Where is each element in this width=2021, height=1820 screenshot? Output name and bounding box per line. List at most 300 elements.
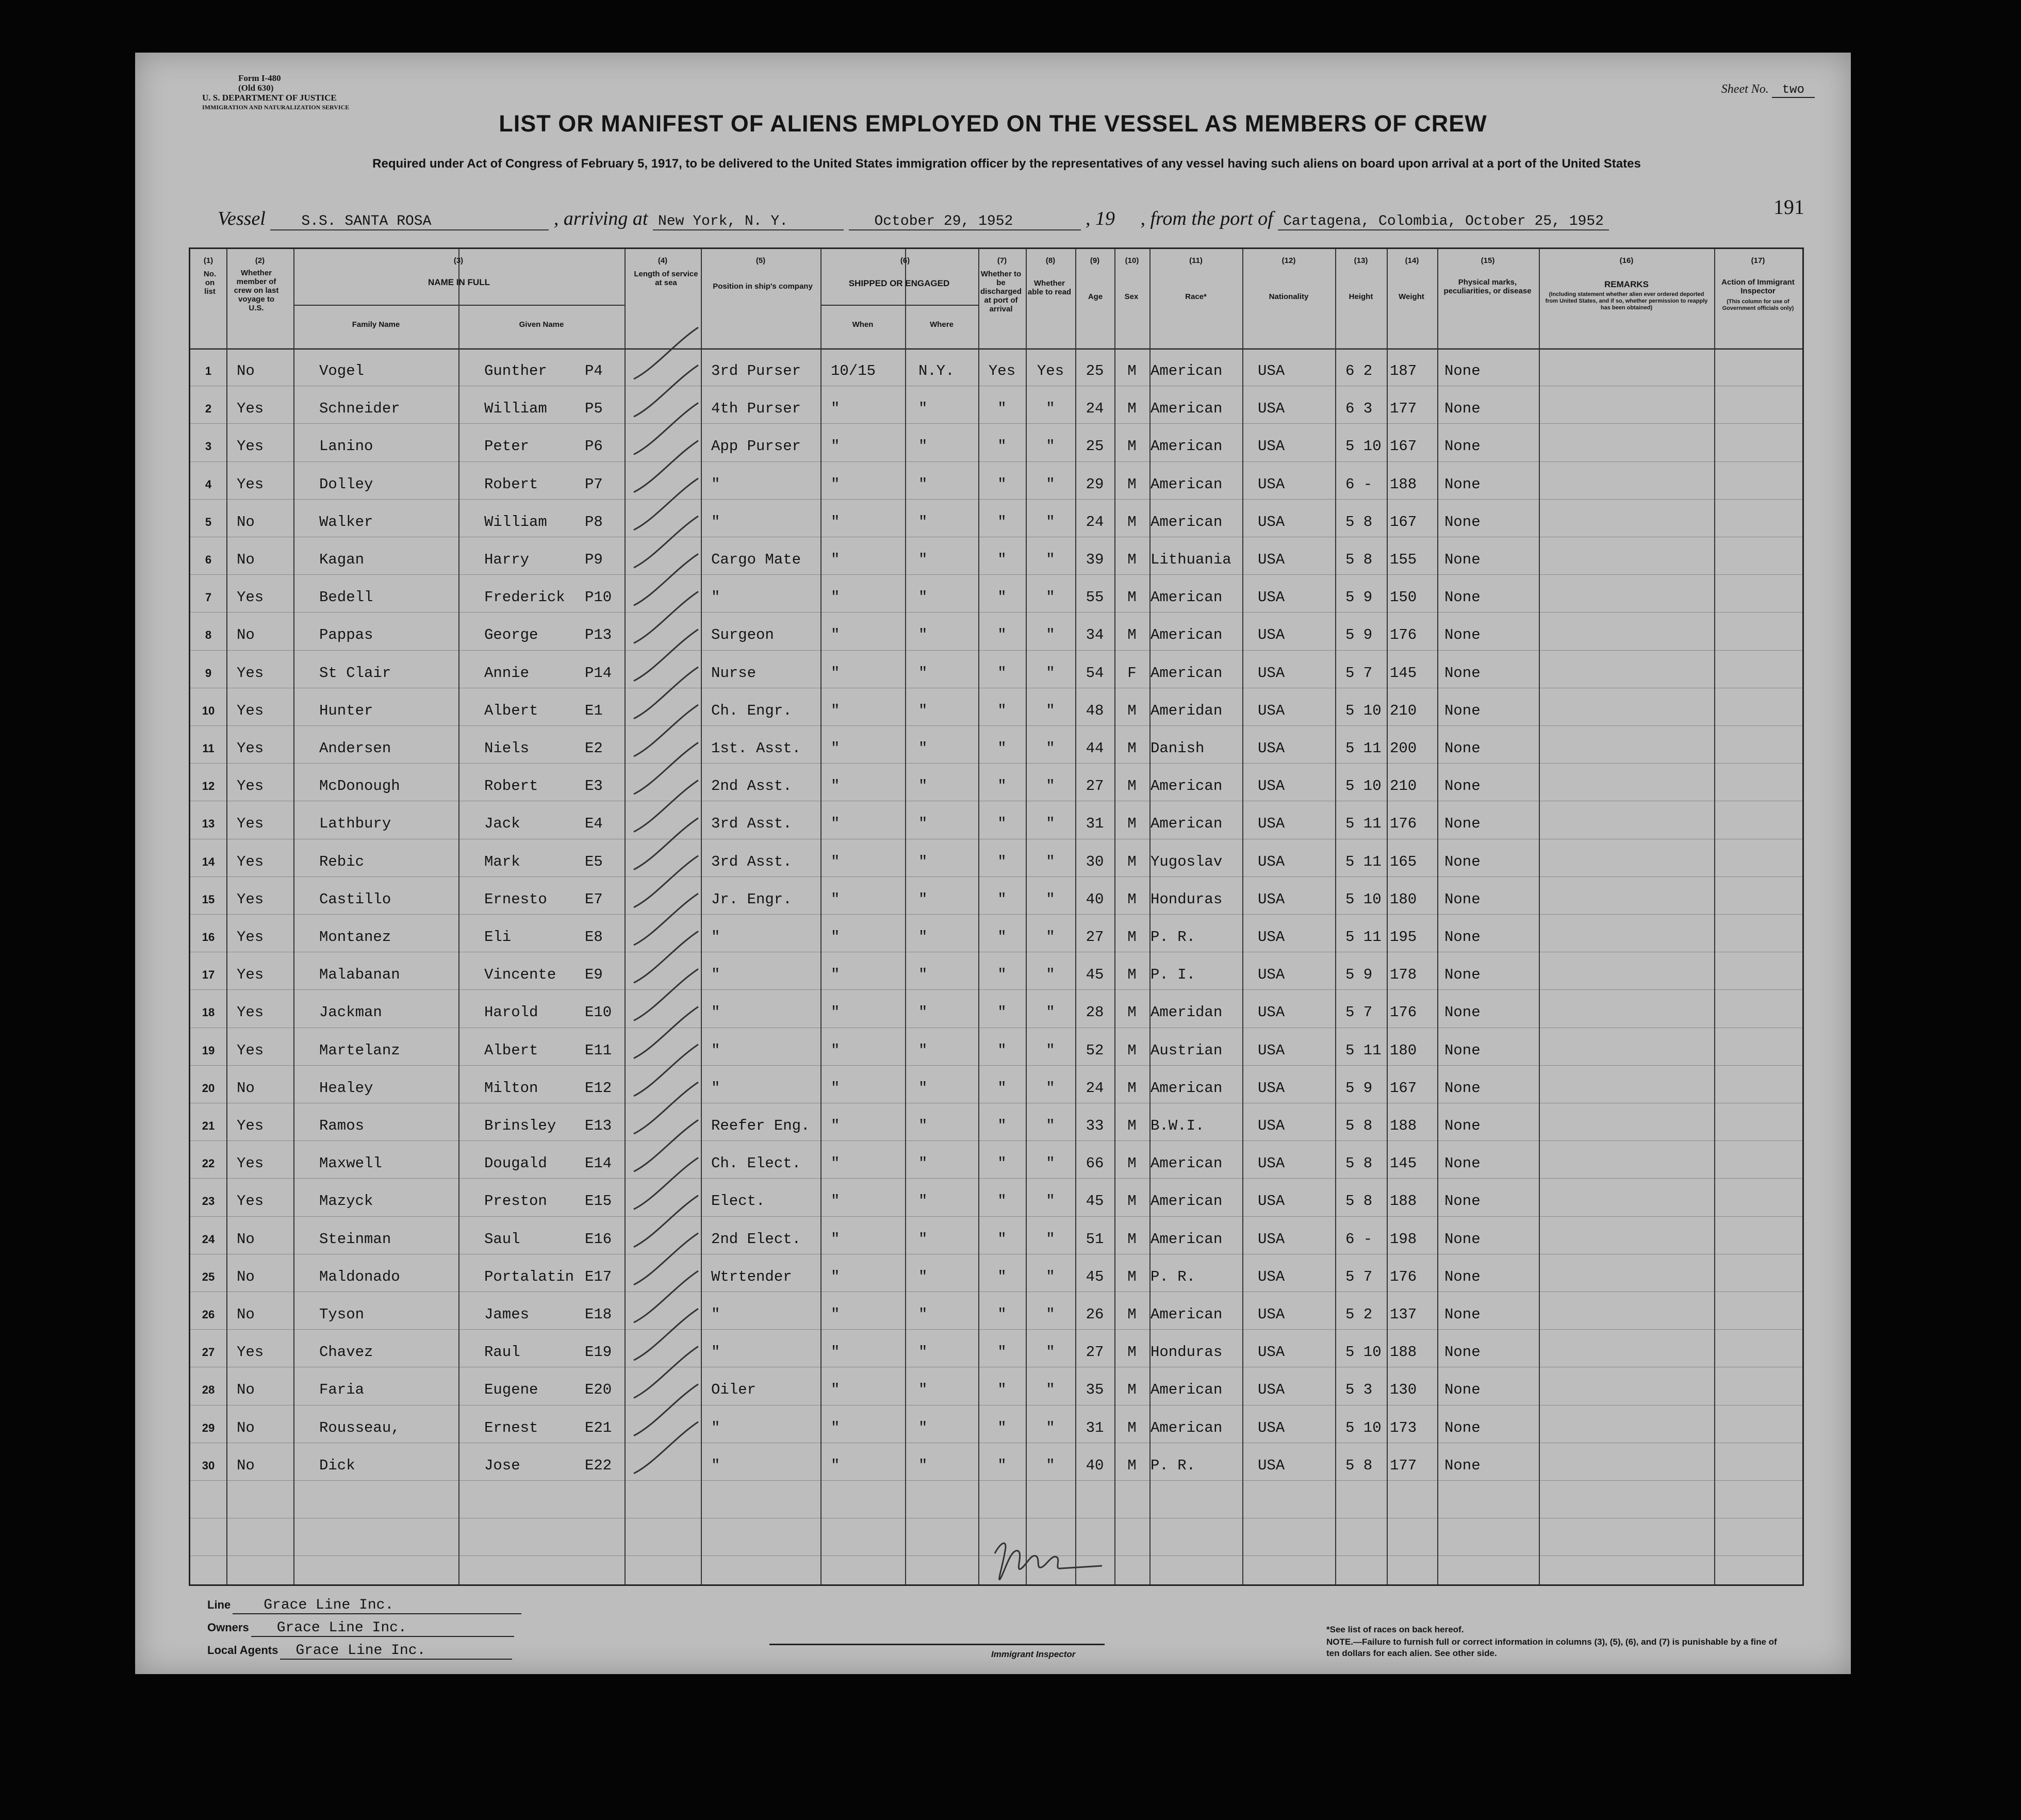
crew-code: E8 [585, 929, 603, 946]
header-race: Race* [1185, 292, 1207, 301]
family-name: Martelanz [319, 1041, 400, 1059]
physical-value: None [1444, 1041, 1481, 1059]
column-number: (10) [1125, 256, 1139, 265]
weight-value: 198 [1390, 1230, 1417, 1248]
read-value: " [1046, 1268, 1055, 1285]
shipped-when: " [831, 1306, 840, 1323]
position-value: 2nd Elect. [711, 1230, 801, 1248]
position-value: 3rd Asst. [711, 815, 792, 833]
race-value: American [1151, 475, 1223, 493]
height-value: 5 8 [1345, 513, 1373, 531]
footer-line [207, 1597, 521, 1614]
sex-value: M [1127, 815, 1137, 833]
physical-value: None [1444, 1457, 1481, 1474]
shipped-where: " [918, 400, 928, 418]
shipped-when: " [831, 1117, 840, 1134]
header-physical: Physical marks, peculiarities, or disease [1443, 278, 1532, 295]
weight-value: 173 [1390, 1419, 1417, 1436]
sex-value: M [1127, 1117, 1137, 1134]
row-number: 20 [202, 1081, 215, 1095]
read-value: " [1046, 815, 1055, 833]
read-value: " [1046, 438, 1055, 455]
given-name: Annie [484, 664, 530, 682]
line-value: Grace Line Inc. [233, 1597, 521, 1614]
height-value: 6 - [1345, 1230, 1373, 1248]
physical-value: None [1444, 1155, 1481, 1172]
family-name: Maldonado [319, 1268, 400, 1285]
given-name: Niels [484, 740, 530, 757]
crew-code: E14 [585, 1155, 612, 1172]
shipped-when: " [831, 853, 840, 870]
nationality-value: USA [1258, 400, 1285, 418]
shipped-where: " [918, 929, 928, 946]
height-value: 5 10 [1345, 890, 1382, 908]
nationality-value: USA [1258, 890, 1285, 908]
member-value: No [237, 1419, 255, 1436]
row-number: 3 [205, 440, 212, 453]
weight-value: 187 [1390, 362, 1417, 379]
shipped-when: " [831, 1079, 840, 1097]
member-value: Yes [237, 1155, 264, 1172]
shipped-when: " [831, 1381, 840, 1399]
discharged-value: " [997, 929, 1007, 946]
row-number: 7 [205, 591, 212, 604]
age-value: 27 [1086, 1344, 1104, 1361]
shipped-where: " [918, 740, 928, 757]
nationality-value: USA [1258, 702, 1285, 719]
vessel-label: Vessel [218, 208, 266, 229]
nationality-value: USA [1258, 438, 1285, 455]
row-number: 2 [205, 402, 212, 416]
read-value: " [1046, 1041, 1055, 1059]
row-number: 30 [202, 1459, 215, 1472]
member-value: No [237, 1079, 255, 1097]
crew-code: P14 [585, 664, 612, 682]
position-value: Surgeon [711, 626, 774, 644]
height-value: 5 7 [1345, 1268, 1373, 1285]
family-name: Walker [319, 513, 373, 531]
shipped-when: " [831, 400, 840, 418]
race-value: American [1151, 626, 1223, 644]
penalty-note: NOTE.—Failure to furnish full or correct information in columns (3), (5), (6), and (7) is punishable by a fine of ten dollars for each alien. See other side. [1326, 1637, 1777, 1658]
race-value: American [1151, 1079, 1223, 1097]
family-name: Kagan [319, 551, 365, 568]
nationality-value: USA [1258, 740, 1285, 757]
sex-value: M [1127, 400, 1137, 418]
age-value: 24 [1086, 400, 1104, 418]
position-value: 4th Purser [711, 400, 801, 418]
age-value: 24 [1086, 1079, 1104, 1097]
physical-value: None [1444, 966, 1481, 984]
member-value: Yes [237, 1041, 264, 1059]
row-number: 13 [202, 817, 215, 831]
height-value: 5 10 [1345, 1419, 1382, 1436]
column-number: (11) [1189, 256, 1203, 265]
nationality-value: USA [1258, 1268, 1285, 1285]
weight-value: 177 [1390, 1457, 1417, 1474]
header-action-sub: (This column for use of Government officials only) [1722, 299, 1794, 311]
weight-value: 167 [1390, 1079, 1417, 1097]
given-name: Milton [484, 1079, 538, 1097]
footer-agents [207, 1643, 512, 1660]
read-value: " [1046, 966, 1055, 984]
weight-value: 167 [1390, 513, 1417, 531]
position-value: Elect. [711, 1193, 765, 1210]
nationality-value: USA [1258, 1381, 1285, 1399]
header-discharged: Whether to be discharged at port of arrival [980, 270, 1022, 313]
weight-value: 178 [1390, 966, 1417, 984]
nationality-value: USA [1258, 1344, 1285, 1361]
discharged-value: " [997, 890, 1007, 908]
crew-code: E18 [585, 1306, 612, 1323]
read-value: " [1046, 740, 1055, 757]
family-name: Lathbury [319, 815, 391, 833]
sex-value: F [1127, 664, 1137, 682]
height-value: 5 11 [1345, 740, 1382, 757]
owners-label: Owners [207, 1621, 249, 1634]
weight-value: 200 [1390, 740, 1417, 757]
row-number: 22 [202, 1157, 215, 1170]
sex-value: M [1127, 1079, 1137, 1097]
given-name: Brinsley [484, 1117, 556, 1134]
race-value: American [1151, 1230, 1223, 1248]
race-value: American [1151, 438, 1223, 455]
crew-code: E3 [585, 777, 603, 795]
member-value: No [237, 1381, 255, 1399]
weight-value: 176 [1390, 626, 1417, 644]
crew-code: P6 [585, 438, 603, 455]
sheet-value: two [1772, 83, 1815, 98]
manifest-page [135, 53, 1851, 1674]
read-value: " [1046, 890, 1055, 908]
sex-value: M [1127, 929, 1137, 946]
arrival-port: New York, N. Y. [653, 213, 844, 230]
race-value: Austrian [1151, 1041, 1223, 1059]
race-value: P. R. [1151, 1268, 1196, 1285]
discharged-value: " [997, 438, 1007, 455]
physical-value: None [1444, 1344, 1481, 1361]
column-number: (3) [453, 256, 464, 265]
sex-value: M [1127, 1381, 1137, 1399]
shipped-when: " [831, 702, 840, 719]
discharged-value: " [997, 1155, 1007, 1172]
physical-value: None [1444, 1306, 1481, 1323]
crew-code: E16 [585, 1230, 612, 1248]
shipped-where: " [918, 853, 928, 870]
header-position: Position in ship's company [713, 282, 813, 291]
arriving-label: , arriving at [553, 208, 648, 229]
column-number: (9) [1090, 256, 1100, 265]
weight-value: 210 [1390, 702, 1417, 719]
read-value: " [1046, 1079, 1055, 1097]
service-name: IMMIGRATION AND NATURALIZATION SERVICE [202, 104, 350, 111]
shipped-when: " [831, 664, 840, 682]
row-number: 10 [202, 704, 215, 717]
read-value: " [1046, 475, 1055, 493]
line-label: Line [207, 1598, 231, 1611]
position-value: 1st. Asst. [711, 740, 801, 757]
position-value: " [711, 1041, 720, 1059]
column-number: (14) [1405, 256, 1419, 265]
shipped-where: " [918, 1193, 928, 1210]
weight-value: 188 [1390, 1117, 1417, 1134]
age-value: 45 [1086, 1268, 1104, 1285]
header-name-in-full: NAME IN FULL [428, 277, 490, 287]
position-value: " [711, 1419, 720, 1436]
row-number: 11 [202, 742, 215, 755]
crew-code: P7 [585, 475, 603, 493]
physical-value: None [1444, 853, 1481, 870]
shipped-when: " [831, 1344, 840, 1361]
shipped-where: " [918, 1004, 928, 1021]
discharged-value: " [997, 853, 1007, 870]
member-value: Yes [237, 966, 264, 984]
family-name: Andersen [319, 740, 391, 757]
position-value: " [711, 1306, 720, 1323]
row-number: 25 [202, 1270, 215, 1283]
shipped-when: " [831, 1041, 840, 1059]
shipped-when: " [831, 777, 840, 795]
physical-value: None [1444, 362, 1481, 379]
weight-value: 176 [1390, 815, 1417, 833]
row-number: 24 [202, 1232, 215, 1246]
discharged-value: Yes [988, 362, 1016, 379]
nationality-value: USA [1258, 664, 1285, 682]
height-value: 6 3 [1345, 400, 1373, 418]
shipped-where: " [918, 1155, 928, 1172]
inspector-signature [995, 1543, 1102, 1579]
family-name: Mazyck [319, 1193, 373, 1210]
position-value: Nurse [711, 664, 757, 682]
member-value: Yes [237, 1004, 264, 1021]
read-value: " [1046, 777, 1055, 795]
physical-value: None [1444, 513, 1481, 531]
given-name: Gunther [484, 362, 547, 379]
read-value: " [1046, 1193, 1055, 1210]
age-value: 44 [1086, 740, 1104, 757]
height-value: 5 11 [1345, 1041, 1382, 1059]
physical-value: None [1444, 1268, 1481, 1285]
member-value: Yes [237, 740, 264, 757]
family-name: Montanez [319, 929, 391, 946]
column-number: (13) [1354, 256, 1368, 265]
member-value: Yes [237, 815, 264, 833]
column-number: (6) [900, 256, 910, 265]
row-number: 28 [202, 1383, 215, 1397]
footer-owners [207, 1620, 514, 1637]
nationality-value: USA [1258, 1155, 1285, 1172]
weight-value: 137 [1390, 1306, 1417, 1323]
height-value: 6 - [1345, 475, 1373, 493]
column-number: (17) [1751, 256, 1765, 265]
race-value: American [1151, 777, 1223, 795]
column-number: (2) [255, 256, 265, 265]
shipped-where: " [918, 966, 928, 984]
family-name: Chavez [319, 1344, 373, 1361]
age-value: 28 [1086, 1004, 1104, 1021]
header-remarks-sub: (Including statement whether alien ever ordered deported from United States, and if so, whether permission to reapply has been obtained) [1545, 291, 1708, 311]
crew-code: P5 [585, 400, 603, 418]
shipped-when: " [831, 475, 840, 493]
column-number: (8) [1045, 256, 1056, 265]
given-name: James [484, 1306, 530, 1323]
stamp-number: 191 [1773, 195, 1804, 219]
position-value: App Purser [711, 438, 801, 455]
discharged-value: " [997, 551, 1007, 568]
read-value: " [1046, 853, 1055, 870]
sex-value: M [1127, 626, 1137, 644]
nationality-value: USA [1258, 1117, 1285, 1134]
shipped-when: " [831, 1457, 840, 1474]
position-value: Oiler [711, 1381, 757, 1399]
sex-value: M [1127, 513, 1137, 531]
given-name: Portalatin [484, 1268, 574, 1285]
crew-code: E1 [585, 702, 603, 719]
age-value: 55 [1086, 589, 1104, 606]
sex-value: M [1127, 740, 1137, 757]
race-value: P. R. [1151, 1457, 1196, 1474]
member-value: Yes [237, 777, 264, 795]
age-value: 66 [1086, 1155, 1104, 1172]
department-name: U. S. DEPARTMENT OF JUSTICE [202, 93, 337, 103]
row-number: 12 [202, 780, 215, 793]
age-value: 30 [1086, 853, 1104, 870]
shipped-when: " [831, 438, 840, 455]
read-value: " [1046, 1419, 1055, 1436]
age-value: 34 [1086, 626, 1104, 644]
family-name: Malabanan [319, 966, 400, 984]
physical-value: None [1444, 702, 1481, 719]
age-value: 24 [1086, 513, 1104, 531]
nationality-value: USA [1258, 475, 1285, 493]
row-number: 29 [202, 1421, 215, 1434]
nationality-value: USA [1258, 1230, 1285, 1248]
nationality-value: USA [1258, 513, 1285, 531]
header-action: Action of Immigrant Inspector [1721, 278, 1795, 295]
nationality-value: USA [1258, 1193, 1285, 1210]
header-length-service: Length of service at sea [634, 270, 698, 287]
shipped-when: " [831, 626, 840, 644]
column-number: (5) [755, 256, 766, 265]
physical-value: None [1444, 890, 1481, 908]
family-name: Bedell [319, 589, 373, 606]
position-value: " [711, 1004, 720, 1021]
family-name: Rousseau, [319, 1419, 400, 1436]
position-value: " [711, 513, 720, 531]
crew-code: E9 [585, 966, 603, 984]
physical-value: None [1444, 777, 1481, 795]
read-value: " [1046, 589, 1055, 606]
shipped-when: " [831, 740, 840, 757]
physical-value: None [1444, 589, 1481, 606]
shipped-when: " [831, 1419, 840, 1436]
discharged-value: " [997, 475, 1007, 493]
nationality-value: USA [1258, 929, 1285, 946]
crew-code: E17 [585, 1268, 612, 1285]
sex-value: M [1127, 1004, 1137, 1021]
service-length-mark [634, 327, 698, 379]
discharged-value: " [997, 626, 1007, 644]
member-value: Yes [237, 400, 264, 418]
header-nationality: Nationality [1269, 292, 1309, 301]
race-value: P. R. [1151, 929, 1196, 946]
physical-value: None [1444, 1193, 1481, 1210]
position-value: " [711, 589, 720, 606]
sheet-number [1721, 82, 1815, 97]
race-value: Honduras [1151, 1344, 1223, 1361]
shipped-when: 10/15 [831, 362, 876, 379]
age-value: 48 [1086, 702, 1104, 719]
weight-value: 188 [1390, 475, 1417, 493]
read-value: " [1046, 1306, 1055, 1323]
shipped-where: " [918, 664, 928, 682]
discharged-value: " [997, 815, 1007, 833]
crew-code: E4 [585, 815, 603, 833]
member-value: No [237, 1306, 255, 1323]
crew-code: P10 [585, 589, 612, 606]
weight-value: 130 [1390, 1381, 1417, 1399]
shipped-when: " [831, 929, 840, 946]
race-value: Danish [1151, 740, 1205, 757]
inspector-label: Immigrant Inspector [991, 1649, 1076, 1659]
discharged-value: " [997, 400, 1007, 418]
shipped-when: " [831, 1193, 840, 1210]
race-value: American [1151, 1306, 1223, 1323]
shipped-where: " [918, 702, 928, 719]
position-value: 3rd Purser [711, 362, 801, 379]
row-number: 17 [202, 968, 215, 982]
family-name: Jackman [319, 1004, 382, 1021]
age-value: 54 [1086, 664, 1104, 682]
read-value: " [1046, 1457, 1055, 1474]
position-value: " [711, 1457, 720, 1474]
physical-value: None [1444, 475, 1481, 493]
form-old-number: (Old 630) [238, 83, 274, 93]
family-name: McDonough [319, 777, 400, 795]
read-value: " [1046, 1155, 1055, 1172]
read-value: Yes [1037, 362, 1064, 379]
header-remarks: REMARKS [1604, 279, 1649, 289]
shipped-where: " [918, 475, 928, 493]
age-value: 25 [1086, 362, 1104, 379]
header-age: Age [1088, 292, 1103, 301]
height-value: 5 7 [1345, 664, 1373, 682]
age-value: 25 [1086, 438, 1104, 455]
height-value: 5 2 [1345, 1306, 1373, 1323]
shipped-when: " [831, 589, 840, 606]
crew-code: E19 [585, 1344, 612, 1361]
sex-value: M [1127, 551, 1137, 568]
weight-value: 165 [1390, 853, 1417, 870]
given-name: Frederick [484, 589, 565, 606]
member-value: Yes [237, 1117, 264, 1134]
race-value: Honduras [1151, 890, 1223, 908]
race-value: American [1151, 1155, 1223, 1172]
weight-value: 188 [1390, 1193, 1417, 1210]
race-value: American [1151, 664, 1223, 682]
age-value: 33 [1086, 1117, 1104, 1134]
shipped-when: " [831, 966, 840, 984]
member-value: Yes [237, 1344, 264, 1361]
age-value: 40 [1086, 1457, 1104, 1474]
height-value: 5 10 [1345, 702, 1382, 719]
member-value: No [237, 1230, 255, 1248]
family-name: St Clair [319, 664, 391, 682]
height-value: 5 8 [1345, 1117, 1373, 1134]
age-value: 27 [1086, 929, 1104, 946]
column-number: (4) [658, 256, 668, 265]
weight-value: 176 [1390, 1268, 1417, 1285]
